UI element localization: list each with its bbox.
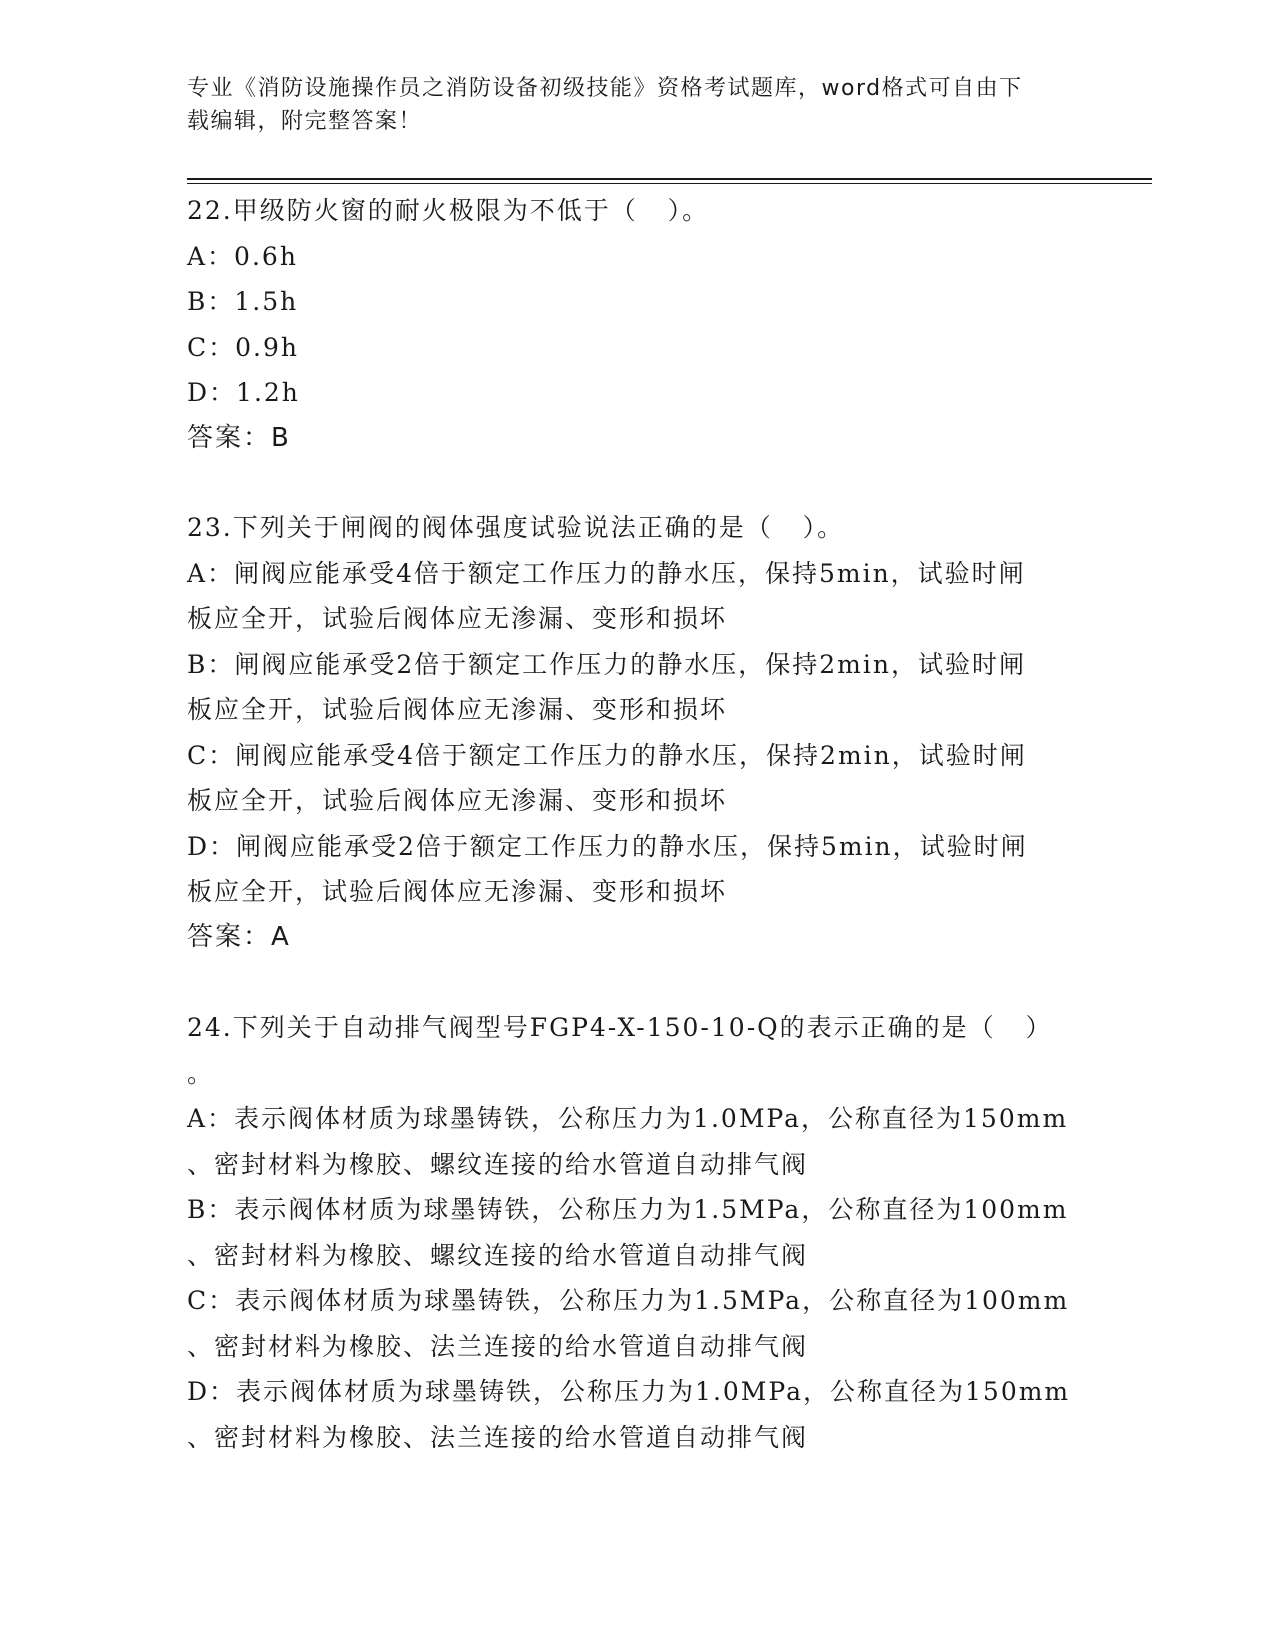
- option-c: C：0.9h: [187, 332, 299, 362]
- question-stem: 22.甲级防火窗的耐火极限为不低于（ ）。: [187, 196, 710, 225]
- header-divider: [187, 183, 1152, 184]
- option-b-continued: 板应全开，试验后阀体应无渗漏、变形和损坏: [187, 695, 728, 724]
- question-22: [187, 188, 1087, 461]
- option-b-continued: 、密封材料为橡胶、螺纹连接的给水管道自动排气阀: [187, 1240, 809, 1270]
- option-d-continued: 、密封材料为橡胶、法兰连接的给水管道自动排气阀: [187, 1422, 809, 1452]
- document-header: [187, 72, 1067, 138]
- option-d: D：1.2h: [187, 378, 300, 407]
- option-b: B：1.5h: [187, 287, 299, 316]
- option-c-continued: 板应全开，试验后阀体应无渗漏、变形和损坏: [187, 786, 728, 815]
- option-b: B：闸阀应能承受2倍于额定工作压力的静水压，保持2min，试验时闸: [187, 649, 1026, 679]
- question-stem: 24.下列关于自动排气阀型号FGP4-X-150-10-Q的表示正确的是（ ）: [187, 1013, 1053, 1042]
- question-24: [187, 1005, 1087, 1460]
- option-c-continued: 、密封材料为橡胶、法兰连接的给水管道自动排气阀: [187, 1331, 809, 1361]
- answer-label: 答案：B: [187, 422, 291, 453]
- option-a: A：0.6h: [187, 241, 298, 271]
- option-a-continued: 、密封材料为橡胶、螺纹连接的给水管道自动排气阀: [187, 1149, 809, 1179]
- option-a: A：表示阀体材质为球墨铸铁，公称压力为1.0MPa，公称直径为150mm: [187, 1104, 1069, 1133]
- header-line: 专业《消防设施操作员之消防设备初级技能》资格考试题库，word格式可自由下: [187, 76, 1023, 101]
- answer-label: 答案：A: [187, 921, 291, 952]
- question-stem: 23.下列关于闸阀的阀体强度试验说法正确的是（ ）。: [187, 513, 845, 542]
- option-b: B：表示阀体材质为球墨铸铁，公称压力为1.5MPa，公称直径为100mm: [187, 1195, 1069, 1224]
- option-c: C：表示阀体材质为球墨铸铁，公称压力为1.5MPa，公称直径为100mm: [187, 1286, 1070, 1315]
- header-line: 载编辑，附完整答案！: [187, 109, 423, 134]
- option-d: D：表示阀体材质为球墨铸铁，公称压力为1.0MPa，公称直径为150mm: [187, 1377, 1071, 1406]
- option-d-continued: 板应全开，试验后阀体应无渗漏、变形和损坏: [187, 877, 728, 906]
- question-stem-continued: 。: [187, 1058, 215, 1088]
- option-a: A：闸阀应能承受4倍于额定工作压力的静水压，保持5min，试验时闸: [187, 558, 1026, 588]
- question-23: [187, 505, 1087, 960]
- header-divider: [187, 178, 1152, 180]
- option-d: D：闸阀应能承受2倍于额定工作压力的静水压，保持5min，试验时闸: [187, 831, 1028, 861]
- option-c: C：闸阀应能承受4倍于额定工作压力的静水压，保持2min，试验时闸: [187, 740, 1027, 770]
- option-a-continued: 板应全开，试验后阀体应无渗漏、变形和损坏: [187, 604, 728, 633]
